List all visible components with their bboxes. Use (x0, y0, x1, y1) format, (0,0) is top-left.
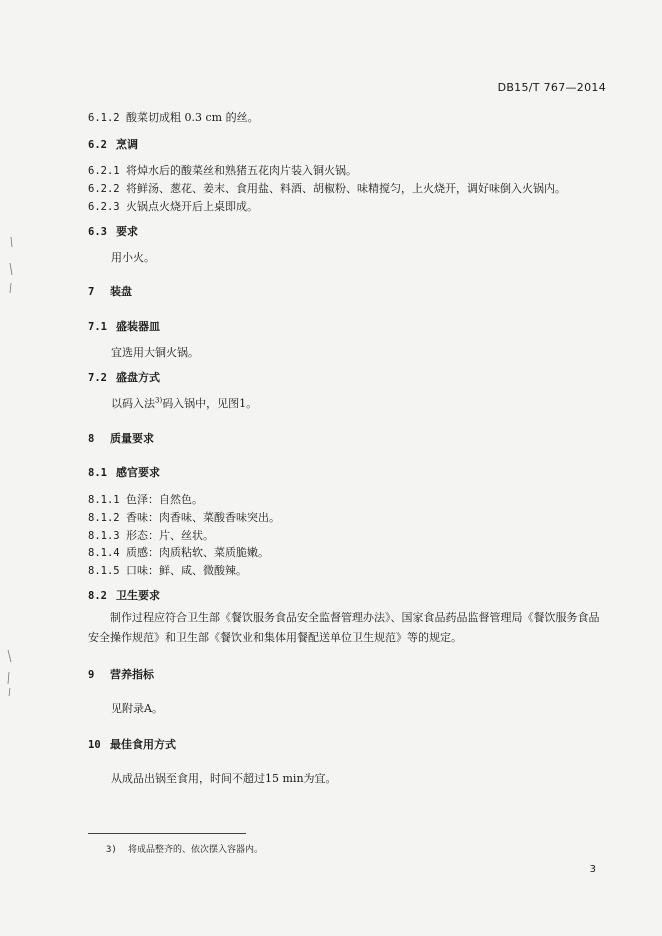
clause-text: 将焯水后的酸菜丝和熟猪五花肉片装入铜火锅。 (126, 164, 357, 177)
heading-text: 盛盘方式 (116, 371, 160, 384)
heading-text: 卫生要求 (116, 589, 160, 602)
standard-code: DB15/T 767—2014 (497, 81, 606, 94)
heading-text: 烹调 (116, 138, 138, 151)
clause-text: 质感：肉质粘软、菜质脆嫩。 (126, 546, 269, 559)
clause-number: 8.1.1 (88, 494, 120, 506)
footnote-divider (88, 833, 246, 834)
heading-number: 8.2 (88, 590, 107, 602)
heading-6-3 (88, 223, 138, 239)
clause-8-1-3 (88, 527, 214, 543)
footnote-number: 3) (106, 845, 117, 855)
heading-number: 9 (88, 669, 95, 681)
clause-8-1-2 (88, 509, 280, 525)
heading-6-2 (88, 136, 138, 152)
clause-number: 6.2.2 (88, 183, 120, 195)
clause-6-2-3 (88, 198, 258, 214)
heading-7 (88, 283, 132, 299)
heading-text: 装盘 (110, 285, 132, 298)
clause-number: 6.2.1 (88, 165, 120, 177)
heading-7-2 (88, 369, 160, 385)
heading-number: 6.3 (88, 226, 107, 238)
heading-text: 感官要求 (116, 466, 160, 479)
heading-number: 7 (88, 286, 95, 298)
plating-text-start: 以码入法 (111, 397, 155, 410)
page-number: 3 (589, 864, 596, 875)
clause-text: 形态：片、丝状。 (126, 529, 214, 542)
heading-number: 7.1 (88, 321, 107, 333)
clause-number: 8.1.4 (88, 547, 120, 559)
clause-8-1-5 (88, 562, 247, 578)
heading-number: 8.1 (88, 467, 107, 479)
clause-6-1-2 (88, 109, 259, 125)
heading-text: 最佳食用方式 (110, 738, 176, 751)
scan-mark (8, 235, 14, 295)
heading-text: 要求 (116, 225, 138, 238)
nutrition-text: 见附录A。 (111, 702, 163, 715)
heading-8 (88, 430, 154, 446)
plating-text-end: 码入锅中，见图1。 (162, 397, 258, 410)
plating-method-text (111, 395, 257, 411)
requirement-text: 用小火。 (111, 251, 155, 264)
footnote (106, 842, 263, 855)
clause-number: 6.2.3 (88, 201, 120, 213)
heading-number: 7.2 (88, 372, 107, 384)
clause-6-2-2 (88, 180, 566, 196)
clause-number: 8.1.5 (88, 565, 120, 577)
scan-mark (6, 648, 12, 698)
clause-number: 8.1.3 (88, 530, 120, 542)
clause-text: 色泽：自然色。 (126, 493, 203, 506)
clause-number: 6.1.2 (88, 112, 120, 124)
heading-number: 8 (88, 433, 95, 445)
hygiene-paragraph: 制作过程应符合卫生部《餐饮服务食品安全监督管理办法》、国家食品药品监督管理局《餐饮服务食品安全操作规范》和卫生部《餐饮业和集体用餐配送单位卫生规范》等的规定。 (88, 611, 600, 644)
heading-8-2 (88, 587, 160, 603)
clause-text: 口味：鲜、咸、微酸辣。 (126, 564, 247, 577)
clause-text: 酸菜切成粗 0.3 cm 的丝。 (126, 111, 259, 124)
heading-9 (88, 666, 154, 682)
heading-text: 质量要求 (110, 432, 154, 445)
serving-text: 从成品出锅至食用，时间不超过15 min为宜。 (111, 772, 337, 785)
clause-6-2-1 (88, 162, 357, 178)
clause-text: 将鲜汤、葱花、姜末、食用盐、料酒、胡椒粉、味精搅匀，上火烧开，调好味倒入火锅内。 (126, 182, 566, 195)
clause-8-1-1 (88, 491, 203, 507)
heading-text: 营养指标 (110, 668, 154, 681)
heading-8-1 (88, 464, 160, 480)
clause-8-1-4 (88, 544, 269, 560)
container-text: 宜选用大铜火锅。 (111, 346, 199, 359)
heading-10 (88, 736, 176, 752)
heading-number: 10 (88, 739, 101, 751)
footnote-text: 将成品整齐的、依次摆入容器内。 (128, 845, 264, 855)
clause-text: 火锅点火烧开后上桌即成。 (126, 200, 258, 213)
clause-text: 香味：肉香味、菜酸香味突出。 (126, 511, 280, 524)
heading-number: 6.2 (88, 139, 107, 151)
heading-text: 盛装器皿 (116, 320, 160, 333)
heading-7-1 (88, 318, 160, 334)
clause-number: 8.1.2 (88, 512, 120, 524)
footnote-ref: 3) (155, 396, 163, 405)
